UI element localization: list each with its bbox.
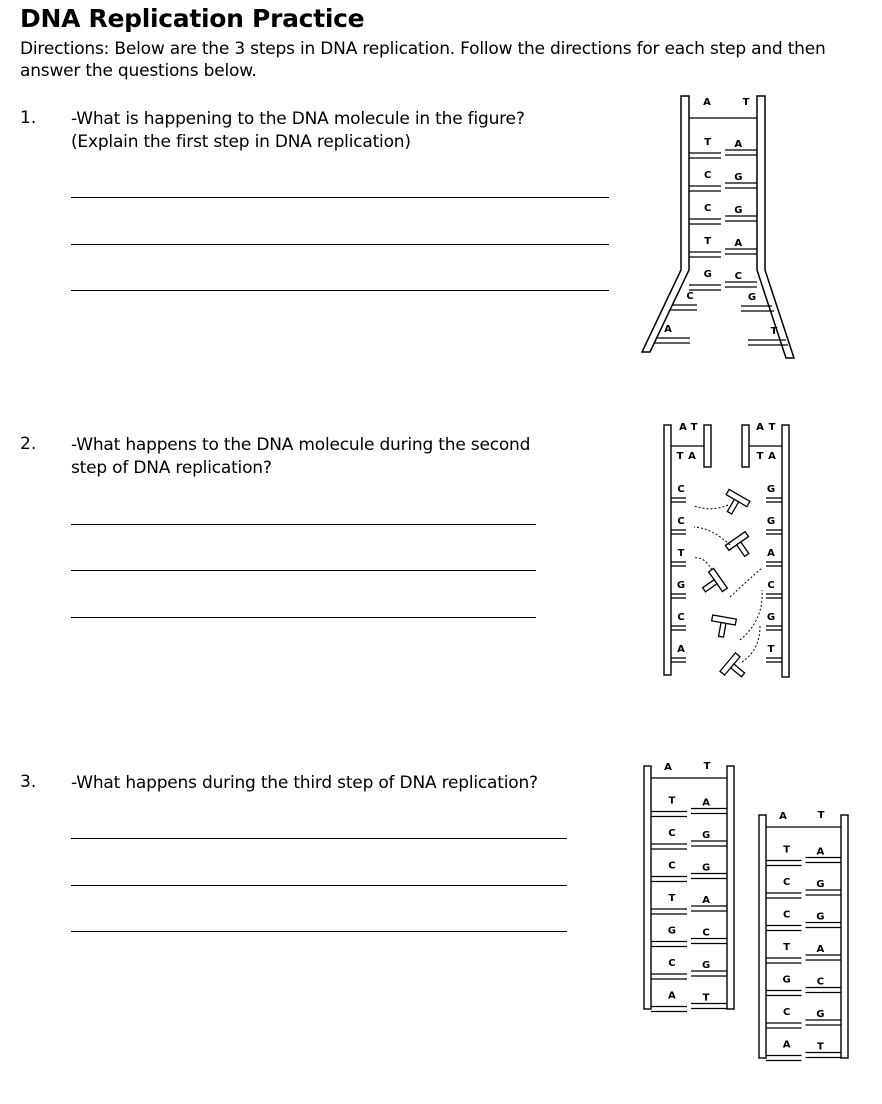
rung-4-base-right: G	[734, 205, 743, 216]
left-strand-base: G	[676, 580, 686, 591]
left-top-base-2: T	[690, 422, 698, 433]
fork-left-base: C	[686, 291, 694, 302]
left-strand-base: A	[677, 644, 685, 655]
rung-5-base-right: A	[734, 238, 743, 249]
rung-6-base-right: C	[734, 271, 742, 282]
left-strand-base: C	[677, 484, 685, 495]
directions-text: Directions: Below are the 3 steps in DNA replication. Follow the directions for each step and then answer the questions below.	[20, 39, 826, 81]
molecule-2-rung-4-base-left: C	[782, 909, 791, 921]
molecule-2-rung-3-base-left: C	[782, 877, 791, 888]
left-second-base-2: A	[688, 451, 696, 462]
question-2-number: 2.	[20, 434, 37, 454]
molecule-1-rung-2-base-right: A	[702, 797, 710, 809]
rung-1-base-left: A	[703, 97, 711, 108]
left-strand-base: T	[677, 548, 685, 559]
molecule-1-top-base-left: A	[664, 762, 672, 773]
molecule-1-rung-6-base-left: G	[667, 925, 677, 937]
molecule-2-top-base-right: T	[817, 810, 825, 821]
molecule-1-rung-8-base-right: T	[702, 992, 710, 1004]
question-3-line-1: -What happens during the third step of DNA replication?	[71, 773, 538, 793]
right-strand-base: T	[767, 644, 775, 655]
molecule-1-rung-7-base-left: C	[668, 958, 676, 969]
molecule-1-rung-5-base-left: T	[668, 893, 676, 904]
molecule-1-rung-5-base-right: A	[702, 895, 710, 906]
molecule-2-rung-6-base-left: G	[782, 974, 791, 986]
right-top-base-2: T	[768, 422, 776, 433]
molecule-1-rung-8-base-left: A	[668, 990, 676, 1002]
left-strand-base: C	[677, 612, 685, 623]
left-second-base-1: T	[676, 451, 684, 462]
molecule-2-rung-6-base-right: C	[816, 976, 825, 988]
molecule-1-rung-4-base-right: G	[701, 862, 711, 874]
molecule-2-rung-2-base-left: T	[783, 844, 791, 856]
molecule-2-rung-7-base-right: G	[816, 1009, 825, 1020]
fork-left-base: A	[664, 324, 672, 335]
worksheet-title: DNA Replication Practice	[20, 4, 365, 33]
rung-6-base-left: G	[703, 269, 712, 280]
molecule-1-rung-3-base-left: C	[668, 828, 676, 839]
right-second-base-2: A	[768, 451, 776, 462]
rung-3-base-right: G	[734, 172, 743, 183]
molecule-2-rung-5-base-left: T	[783, 942, 791, 953]
molecule-1-backbone-right	[727, 766, 734, 1009]
left-strand-base: C	[677, 516, 685, 527]
molecule-1-rung-7-base-right: G	[701, 960, 711, 971]
question-1-number: 1.	[20, 108, 37, 128]
molecule-1-rung-3-base-right: G	[701, 830, 711, 841]
rung-2-base-right: A	[734, 139, 743, 150]
molecule-2-top-base-left: A	[779, 811, 787, 822]
rung-1-base-right: T	[742, 97, 750, 108]
fork-right-base: G	[747, 292, 757, 303]
molecule-1-rung-6-base-right: C	[702, 927, 710, 939]
rung-4-base-left: C	[704, 203, 712, 214]
right-second-base-1: T	[756, 451, 764, 462]
molecule-2-rung-4-base-right: G	[816, 911, 825, 923]
left-top-base-1: A	[679, 422, 687, 433]
molecule-2-rung-8-base-left: A	[782, 1039, 791, 1051]
molecule-2-backbone-left	[759, 815, 766, 1058]
molecule-2-rung-2-base-right: A	[816, 846, 825, 858]
molecule-1-rung-2-base-left: T	[668, 795, 676, 807]
molecule-1-top-base-right: T	[703, 761, 711, 772]
question-2-line-2: step of DNA replication?	[71, 458, 272, 478]
fork-right-base: T	[770, 326, 778, 337]
right-strand-base: A	[767, 548, 775, 559]
rung-3-base-left: C	[704, 170, 712, 181]
right-strand-base: G	[766, 516, 776, 527]
question-1-line-2: (Explain the first step in DNA replication)	[71, 132, 411, 152]
rung-2-base-left: T	[704, 137, 712, 148]
question-3-number: 3.	[20, 772, 37, 792]
molecule-1-rung-4-base-left: C	[668, 860, 676, 872]
right-strand-base: C	[767, 580, 775, 591]
molecule-2-rung-5-base-right: A	[816, 944, 825, 955]
right-strand-base: G	[766, 484, 776, 495]
question-2-line-1: -What happens to the DNA molecule during the second	[71, 435, 531, 455]
right-strand-base: G	[766, 612, 776, 623]
question-1-line-1: -What is happening to the DNA molecule in the figure?	[71, 109, 525, 129]
rung-5-base-left: T	[704, 236, 712, 247]
molecule-2-rung-8-base-right: T	[816, 1041, 824, 1053]
right-top-base-1: A	[756, 422, 764, 433]
molecule-2-rung-3-base-right: G	[816, 879, 825, 890]
molecule-2-rung-7-base-left: C	[782, 1007, 791, 1018]
molecule-2-backbone-right	[841, 815, 848, 1058]
molecule-1-backbone-left	[644, 766, 651, 1009]
